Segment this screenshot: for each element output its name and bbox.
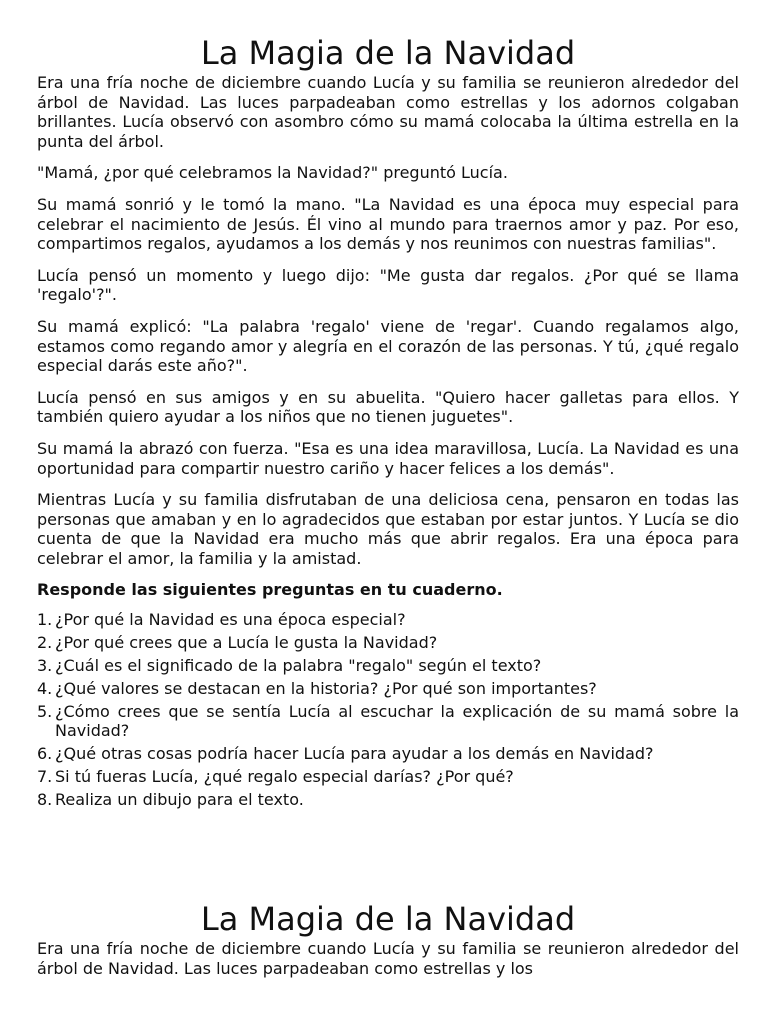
story-paragraph: Lucía pensó en sus amigos y en su abuelita. "Quiero hacer galletas para ellos. Y también quiero ayudar a los niños que no tienen juguetes". — [37, 387, 739, 427]
question-text: Realiza un dibujo para el texto. — [55, 789, 304, 809]
question-text: ¿Cómo crees que se sentía Lucía al escuchar la explicación de su mamá sobre la Navidad? — [55, 701, 739, 741]
story-paragraph: Su mamá explicó: "La palabra 'regalo' viene de 'regar'. Cuando regalamos algo, estamos como regando amor y alegría en el corazón de las personas. Y tú, ¿qué regalo especial darás este año?". — [37, 316, 739, 376]
question-item — [37, 744, 739, 764]
question-item — [37, 610, 739, 630]
question-number: 6. — [37, 744, 53, 764]
question-text: Si tú fueras Lucía, ¿qué regalo especial darías? ¿Por qué? — [55, 767, 514, 786]
question-item — [37, 702, 739, 741]
question-text: ¿Qué valores se destacan en la historia? ¿Por qué son importantes? — [55, 678, 597, 698]
question-number: 5. — [37, 701, 53, 721]
question-text: ¿Qué otras cosas podría hacer Lucía para ayudar a los demás en Navidad? — [55, 744, 654, 764]
question-item — [37, 633, 739, 653]
question-text: ¿Cuál es el significado de la palabra "regalo" según el texto? — [55, 655, 542, 675]
questions-list — [37, 610, 739, 809]
story-paragraph: Lucía pensó un momento y luego dijo: "Me gusta dar regalos. ¿Por qué se llama 'regalo'?". — [37, 265, 739, 305]
question-text: ¿Por qué crees que a Lucía le gusta la Navidad? — [55, 632, 438, 652]
question-text: ¿Por qué la Navidad es una época especial? — [55, 610, 406, 630]
question-number: 7. — [37, 767, 53, 786]
story-paragraph: Era una fría noche de diciembre cuando Lucía y su familia se reunieron alrededor del árbol de Navidad. Las luces parpadeaban como estrellas y los — [37, 939, 739, 978]
question-item — [37, 767, 739, 787]
story-paragraph: Su mamá la abrazó con fuerza. "Esa es una idea maravillosa, Lucía. La Navidad es una oportunidad para compartir nuestro cariño y hacer felices a los demás". — [37, 438, 739, 478]
story-paragraph: Su mamá sonrió y le tomó la mano. "La Navidad es una época muy especial para celebrar el nacimiento de Jesús. Él vino al mundo para traernos amor y paz. Por eso, compartimos regalos, ayudamos a los demás y nos reunimos con nuestras familias". — [37, 194, 739, 254]
story-paragraph: Era una fría noche de diciembre cuando Lucía y su familia se reunieron alrededor del árbol de Navidad. Las luces parpadeaban como estrellas y los adornos colgaban brillantes. Lucía observó con asombro cómo su mamá colocaba la última estrella en la punta del árbol. — [37, 73, 739, 151]
question-number: 2. — [37, 632, 53, 652]
question-number: 8. — [37, 789, 53, 809]
questions-instruction: Responde las siguientes preguntas en tu cuaderno. — [37, 580, 503, 600]
question-number: 4. — [37, 678, 53, 698]
question-number: 3. — [37, 655, 53, 675]
story-paragraph: Mientras Lucía y su familia disfrutaban de una deliciosa cena, pensaron en todas las personas que amaban y en lo agradecidos que estaban por estar juntos. Y Lucía se dio cuenta de que la Navidad era mucho más que abrir regalos. Era una época para celebrar el amor, la familia y la amistad. — [37, 490, 739, 568]
story-section-repeat — [0, 901, 768, 990]
question-item — [37, 790, 739, 810]
question-item — [37, 679, 739, 699]
question-number: 1. — [37, 610, 53, 630]
story-section — [0, 35, 768, 813]
story-paragraph: "Mamá, ¿por qué celebramos la Navidad?" preguntó Lucía. — [37, 163, 508, 183]
story-title: La Magia de la Navidad — [200, 34, 576, 72]
story-title: La Magia de la Navidad — [200, 900, 576, 938]
question-item — [37, 656, 739, 676]
